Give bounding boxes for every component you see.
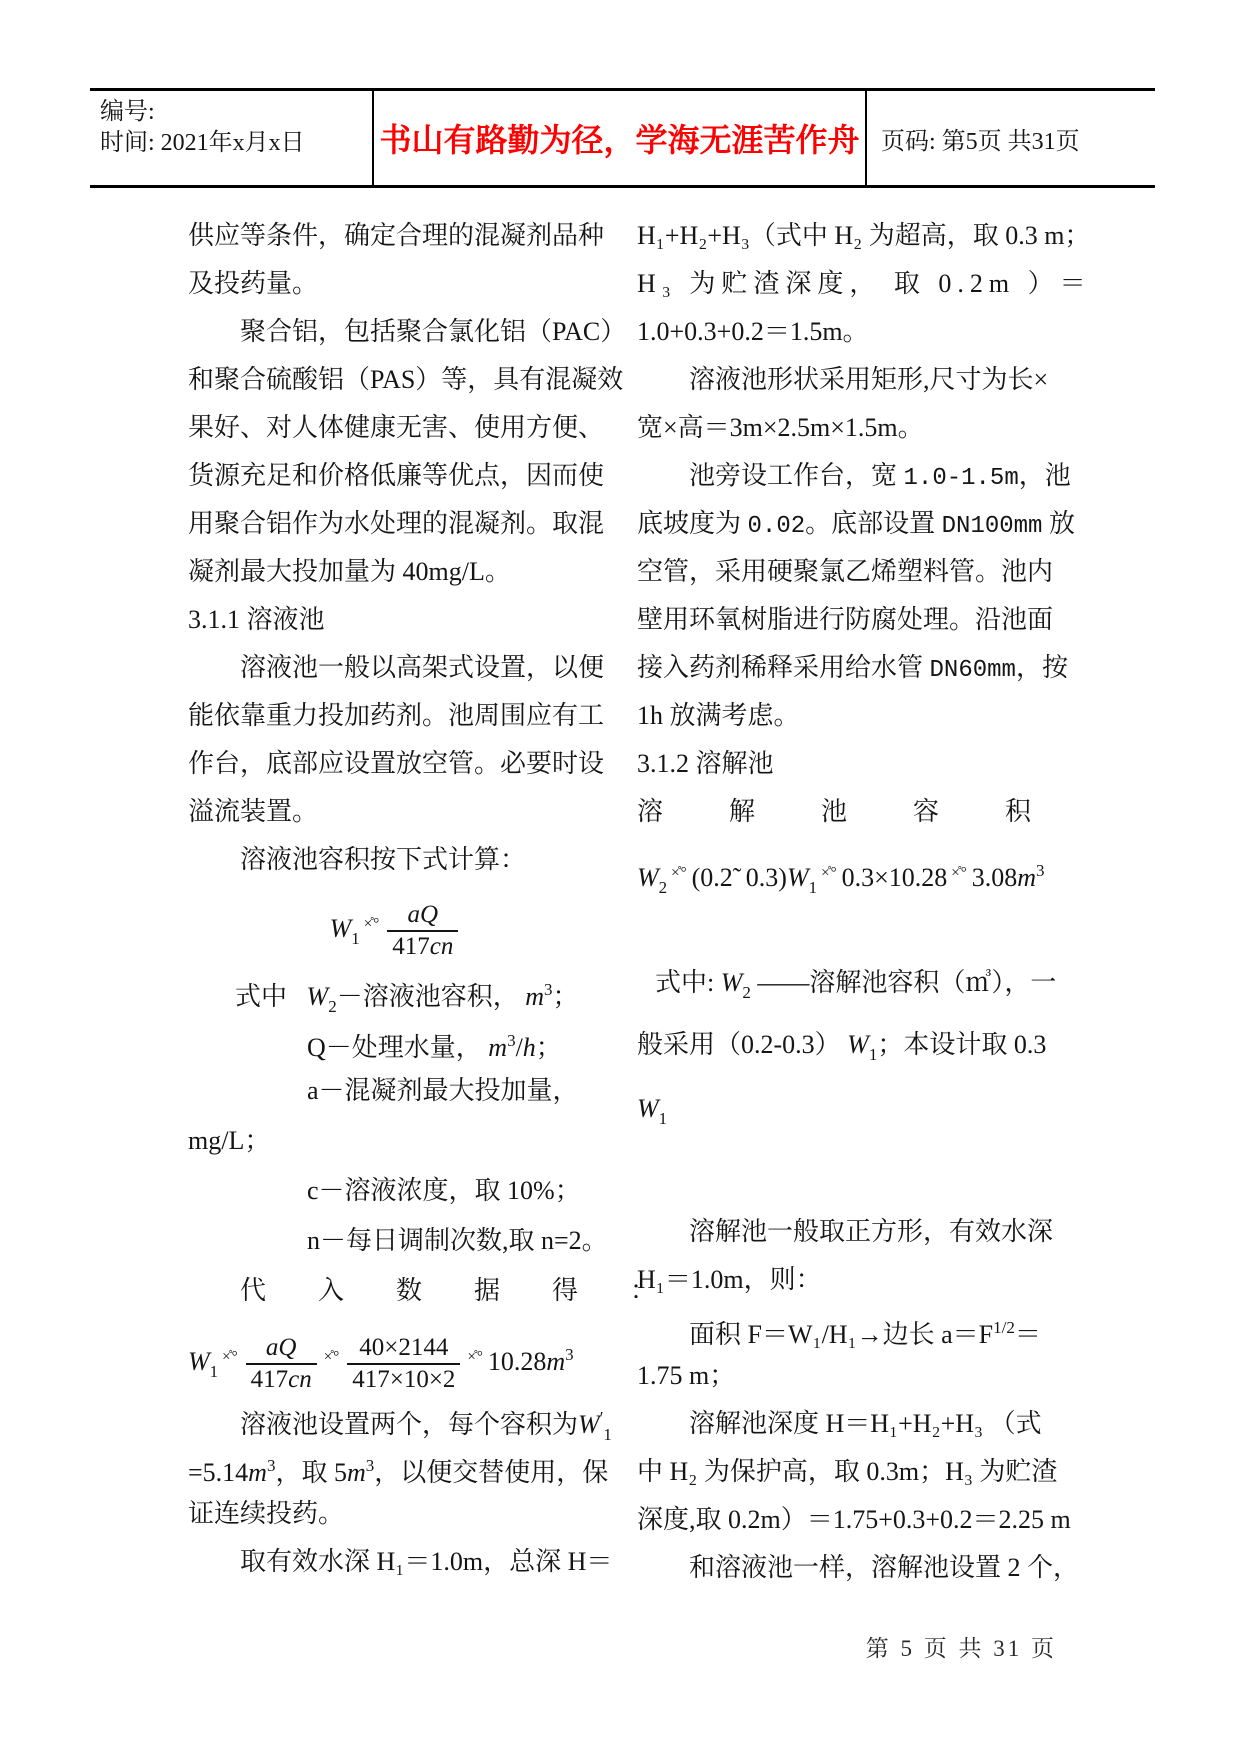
text-run: 1/2 — [993, 1318, 1015, 1337]
text-run: 供应等条件，确定合理的混凝剂品种 — [188, 221, 605, 250]
text-run: W — [188, 1347, 210, 1376]
text-run: m — [248, 1458, 267, 1487]
doc-number-label: 编号: — [100, 99, 155, 125]
text-run: 接入药剂稀释采用给水管 — [637, 653, 930, 682]
text-run: 能依靠重力投加药剂。池周围应有工 — [188, 701, 605, 730]
text-line — [637, 356, 1077, 404]
text-line — [188, 356, 624, 404]
text-run: W — [637, 1094, 659, 1123]
text-run: ；本设计取 0.3 — [877, 1030, 1047, 1059]
text-line — [188, 452, 603, 500]
text-run: 货源充足和价格低廉等优点，因而使 — [188, 461, 605, 490]
text-run: 作台，底部应设置放空管。必要时设 — [188, 749, 605, 778]
text-run: 40×2144 — [359, 1334, 449, 1362]
text-line — [188, 500, 603, 548]
fraction — [387, 900, 458, 962]
text-line — [637, 308, 1077, 356]
text-run: 证连续投药。 — [188, 1499, 345, 1528]
text-run: 417×10×2 — [352, 1366, 456, 1394]
text-run: ； — [535, 1033, 562, 1062]
text-line — [637, 952, 1077, 1014]
text-run: h — [522, 1033, 536, 1062]
text-run: 417 — [392, 933, 430, 961]
text-line — [188, 836, 603, 884]
text-line — [637, 596, 1077, 644]
text-run: m — [546, 1347, 566, 1376]
text-run: 溶液池形状采用矩形,尺寸为长× — [689, 365, 1049, 394]
text-run: W — [786, 863, 809, 892]
text-run: 0.02 — [747, 513, 806, 540]
text-run: ×̊° — [467, 1349, 484, 1365]
text-line — [637, 1208, 1077, 1256]
text-run: ——溶解池容积（㎥），一 — [750, 968, 1057, 997]
text-run: n－每日调制次数,取 n=2。 — [307, 1226, 608, 1255]
text-run: ，池 — [1018, 461, 1071, 490]
text-line — [188, 308, 627, 356]
slogan-text: 书山有路勤为径，学海无涯苦作舟 — [379, 122, 860, 158]
text-run: 池旁设工作台，宽 — [689, 461, 904, 490]
page-footer: 第 5 页 共 31 页 — [865, 1636, 1057, 1661]
text-run: ×̊° — [363, 916, 381, 932]
text-line — [188, 260, 603, 308]
text-run: mg/L； — [188, 1126, 271, 1155]
text-run: 式中: — [655, 968, 721, 997]
header-table — [90, 88, 1155, 188]
text-run: W — [637, 863, 659, 892]
text-run: (0.2̃ 0.3) — [691, 863, 787, 892]
text-run: m — [346, 1458, 366, 1487]
text-line — [637, 452, 1077, 500]
text-line — [637, 1304, 1077, 1352]
text-run: －溶液池容积， — [336, 982, 526, 1011]
text-line — [188, 1116, 603, 1166]
formula-line — [188, 884, 603, 964]
document-body — [188, 212, 1098, 1592]
text-run: W — [306, 982, 329, 1011]
text-run: 溶液池设置两个，每个容积为 — [240, 1410, 579, 1439]
text-line — [637, 500, 1077, 548]
text-line — [188, 212, 603, 260]
text-line — [188, 1266, 709, 1316]
text-line — [188, 404, 603, 452]
text-run: H₁+H₂+H₃（式中 H₂ 为超高，取 0.3 m； — [637, 221, 1091, 250]
text-line — [188, 1066, 603, 1116]
text-run: ×̊° — [222, 1349, 239, 1365]
text-run: ＝ — [1014, 1320, 1041, 1349]
text-line — [637, 1544, 1080, 1592]
text-line — [637, 404, 1077, 452]
text-run: 3 — [507, 1031, 516, 1050]
text-run: cn — [288, 1366, 312, 1394]
text-run: aQ — [265, 1334, 297, 1362]
text-run: m — [525, 982, 544, 1011]
text-run: 和聚合硫酸铝（PAS）等，具有混凝效 — [188, 365, 624, 394]
text-line — [188, 1538, 613, 1586]
text-run: 底坡度为 — [637, 509, 748, 538]
text-run: W — [720, 968, 743, 997]
text-run: 3.1.1 溶液池 — [188, 605, 325, 634]
text-line — [637, 1496, 1077, 1544]
text-run: 1h 放满考虑。 — [637, 701, 800, 730]
text-line — [188, 1216, 608, 1266]
text-run: 3 — [365, 1456, 375, 1475]
text-run: 1.75 m； — [637, 1361, 736, 1390]
text-line — [637, 644, 1077, 692]
text-run: 溶液池一般以高架式设置，以便 — [240, 653, 605, 682]
text-run: H₁＝1.0m，则： — [637, 1265, 822, 1294]
text-run: 中 H₂ 为保护高，取 0.3m；H₃ 为贮渣 — [637, 1457, 1058, 1486]
text-line — [188, 692, 603, 740]
text-run: 2 — [328, 997, 337, 1016]
text-run: 3.08 — [971, 863, 1018, 892]
text-line — [637, 692, 1077, 740]
text-run: DN60mm — [929, 657, 1016, 684]
text-line — [637, 906, 1077, 952]
text-run: Q－处理水量， — [307, 1033, 489, 1062]
text-run: 417 — [250, 1366, 289, 1394]
text-run: 1.0+0.3+0.2＝1.5m。 — [637, 317, 869, 346]
text-run: 1 — [209, 1362, 219, 1381]
text-run: 3 — [1036, 861, 1045, 880]
text-line — [637, 260, 1092, 308]
header-right-cell — [865, 91, 1155, 185]
text-run: m — [488, 1033, 508, 1062]
text-run: aQ — [407, 901, 439, 929]
text-run: 。底部设置 — [805, 509, 942, 538]
header-left-cell — [90, 91, 372, 185]
text-run: =5.14 — [188, 1458, 249, 1487]
text-run: 0.3×10.28 — [841, 863, 948, 892]
formula-line — [188, 1316, 603, 1394]
text-run: W — [847, 1030, 869, 1059]
text-run: 溶解池深度 H＝H₁+H₂+H₃ （式 — [689, 1409, 1042, 1438]
text-line — [188, 1016, 603, 1066]
text-run: 3 — [565, 1345, 574, 1364]
text-run: ×̊° — [323, 1349, 341, 1365]
text-run: / — [515, 1033, 523, 1062]
text-line — [188, 740, 603, 788]
text-line — [637, 1076, 1077, 1142]
text-run: a－混凝剂最大投加量， — [307, 1076, 579, 1105]
text-run: m — [1017, 863, 1037, 892]
text-line — [188, 964, 603, 1016]
text-line — [637, 788, 1098, 836]
header-center-cell — [372, 91, 865, 185]
text-line — [188, 1490, 603, 1538]
text-line — [637, 1256, 1077, 1304]
text-run: ×̊° — [951, 865, 968, 881]
formula-line — [637, 836, 1077, 906]
text-line — [637, 1014, 1077, 1076]
text-run: 代入数据得： — [240, 1276, 709, 1305]
text-run: cn — [429, 933, 454, 961]
text-line — [637, 740, 1077, 788]
text-line — [637, 1352, 1077, 1400]
text-run: 般采用（0.2-0.3） — [637, 1030, 848, 1059]
text-run: 空管，采用硬聚氯乙烯塑料管。池内 — [637, 557, 1054, 586]
text-run: W — [329, 914, 352, 943]
text-run: 1 — [808, 878, 818, 897]
text-run: 用聚合铝作为水处理的混凝剂。取混 — [188, 509, 605, 538]
text-run: ×̊° — [671, 865, 688, 881]
text-line — [188, 1394, 612, 1444]
right-column — [637, 212, 1098, 1592]
text-line — [188, 1442, 609, 1490]
text-line — [637, 212, 1091, 260]
fraction — [347, 1333, 460, 1395]
text-run: 取有效水深 H₁＝1.0m，总深 H＝ — [240, 1547, 613, 1576]
text-line — [188, 596, 603, 644]
text-run: 面积 F＝W₁/H₁→边长 a＝F — [689, 1320, 994, 1349]
text-line — [637, 548, 1077, 596]
text-run: 1.0-1.5m — [903, 465, 1019, 492]
text-run: ′ — [599, 1408, 604, 1427]
text-run: 3 — [266, 1456, 276, 1475]
text-run: 2 — [658, 878, 668, 897]
text-line — [188, 1166, 603, 1216]
text-run: 1 — [658, 1109, 668, 1128]
text-run: ，取 5 — [275, 1458, 347, 1487]
text-run: H₃ 为贮渣深度， 取 0.2m ）＝ — [637, 269, 1092, 298]
text-run: 果好、对人体健康无害、使用方便、 — [188, 413, 605, 442]
text-line — [637, 1142, 1077, 1208]
text-run: 式中 — [235, 982, 307, 1011]
text-run: 壁用环氧树脂进行防腐处理。沿池面 — [637, 605, 1054, 634]
text-line — [188, 644, 603, 692]
text-run: 放 — [1042, 509, 1075, 538]
text-run: 溶解池一般取正方形，有效水深 — [689, 1217, 1054, 1246]
text-line — [188, 548, 603, 596]
text-run: 3 — [543, 980, 553, 999]
text-run: 1 — [868, 1045, 878, 1064]
text-run: 2 — [742, 983, 751, 1002]
text-run: ，按 — [1015, 653, 1068, 682]
text-run: 溢流装置。 — [188, 797, 319, 826]
text-run: 3.1.2 溶解池 — [637, 749, 774, 778]
text-run: ×̊° — [821, 865, 838, 881]
doc-date-label: 时间: 2021年x月x日 — [100, 130, 305, 156]
text-run: 深度,取 0.2m）＝1.75+0.3+0.2＝2.25 m — [637, 1505, 1071, 1534]
text-run: 及投药量。 — [188, 269, 319, 298]
fraction — [246, 1333, 317, 1395]
text-run: 宽×高＝3m×2.5m×1.5m。 — [637, 413, 924, 442]
text-run: 溶解池容积 — [637, 797, 1098, 826]
page-number-label: 页码: 第5页 共31页 — [881, 128, 1080, 155]
text-run: 和溶液池一样，溶解池设置 2 个， — [689, 1553, 1080, 1582]
text-run: ； — [552, 982, 579, 1011]
text-run: c－溶液浓度，取 10%； — [307, 1176, 581, 1205]
text-line — [637, 1400, 1077, 1448]
text-run: 凝剂最大投加量为 40mg/L。 — [188, 557, 511, 586]
text-run: ，以便交替使用，保 — [374, 1458, 609, 1487]
text-run: 1 — [603, 1425, 612, 1444]
text-run: 溶液池容积按下式计算： — [240, 845, 527, 874]
text-run: 聚合铝，包括聚合氯化铝（PAC） — [240, 317, 627, 346]
text-run: W — [578, 1410, 600, 1439]
text-run: DN100mm — [941, 513, 1043, 540]
text-run: 1 — [351, 929, 360, 948]
text-run: 10.28 — [487, 1347, 547, 1376]
text-line — [188, 788, 603, 836]
text-line — [637, 1448, 1077, 1496]
